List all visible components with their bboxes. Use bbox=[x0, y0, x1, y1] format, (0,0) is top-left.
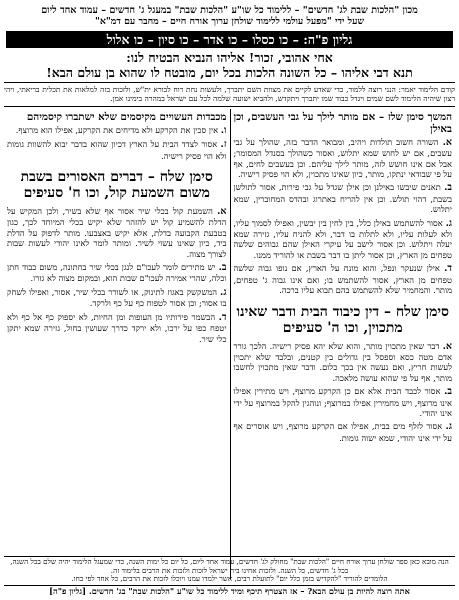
list-item bbox=[7, 206, 227, 259]
item-letter: ג. bbox=[445, 421, 452, 433]
item-text: השמעת קול בכלי שיר אסור אף שלא בשיר, ולכן המקיש על הדלת להשמיע קול יש להזהר שלא יקיש בכלי המיוחד לכך, כגון בטבעת הקבועה בדלת, אלא יקיש באצבעו. מותר לדפוק על הדלת ביד, כיון שאינו עשוי לשיר. ומותר לומר לאינו יהודי לעשות שבות לצורך מצוה. bbox=[7, 206, 227, 259]
list-item bbox=[234, 341, 453, 384]
footer bbox=[4, 556, 455, 596]
item-letter: ב. bbox=[444, 386, 453, 398]
item-letter: ו. bbox=[220, 124, 227, 136]
issue-bar: גליון פ"ה: – כו כסלו – כו אדר – כו סיון – כו אלול bbox=[6, 31, 453, 48]
list-item bbox=[234, 263, 453, 295]
list-item bbox=[7, 262, 227, 284]
quote-line-1: אחי אהובי, זכור! אליהו הנביא הבטיח לנו: bbox=[126, 50, 333, 65]
list-item bbox=[7, 125, 227, 136]
item-letter: א. bbox=[442, 340, 452, 352]
list-item bbox=[234, 182, 453, 214]
item-letter: ז. bbox=[220, 139, 227, 151]
item-letter: ד. bbox=[444, 263, 453, 275]
item-letter: ב. bbox=[218, 262, 227, 274]
left-chapter-title: סימן שלח – דברים האסורים בשבת משום השמעת קול, וכו ח' סעיפים bbox=[20, 169, 213, 202]
item-letter: א. bbox=[442, 136, 452, 148]
item-text: אסור לצדד הבית על הארץ דכיון שהוא בדבר יבוא להשוות גומות ולא הוי פסיק רישיה. bbox=[7, 139, 227, 161]
item-text: אסור להשתמש באילן כלל, בין לחין בין יבשין, ואפילו לסמוך עליו, ולא לעלות עליו, ולא לתלות בו דבר, ולא להניח עליו, גזירה שמא יעלה ויתלוש. וכן אסור לישב על עיקרי האילן שהם גבוהים שלשה טפחים מן הארץ, וכן אסור ליתן בו דבר בשבת או להוריד ממנו. bbox=[233, 217, 452, 260]
item-text: המשקשק באגוז לתינוק, או לשורר בכלי שיר, אסור, ואפילו לשחק בו אסור; וכן אסור לטפוח כף על כף ולרקד. bbox=[7, 286, 227, 309]
list-item bbox=[234, 137, 453, 180]
item-text: דבר שאין מתכוין מותר, והוא שלא יהא פסיק רישיה. הלכך גורר אדם מטה כסא וספסל בין גדולים בין קטנים, ובלבד שלא יתכוין לעשות חריץ, ואם נעשה אין בכך כלום. ודבר שאין מתכוין לחשבו מותר, אף על פי שהוא עושה מלאכה. bbox=[233, 340, 452, 383]
footer-line-2: הלומדים להוריד "להקדיש בזמן כלל יום" לתועלת רבים, אשר ילמדו עמנו ויוכלו לזכות את הרבים, כל אחד לפי כחו. bbox=[71, 574, 388, 584]
item-letter: ד. bbox=[218, 311, 227, 323]
item-letter: ג. bbox=[445, 217, 453, 229]
intro-paragraph: קודם הלימוד יאמר: הנני רוצה ללמוד, כדי שאדע לקיים את מצוות השם יתברך, ולעשות נחת רוח לבורא ית"ש, ולזכות בזה למלאות את תכלית בריאתי, ויהי רצון שיהיה הלימוד לשם שמים ויגדל כבוד שמו יתברך ויתקדש, ולהביא ישועה שלמה לכל עם ישראל במהרה בימינו אמן. bbox=[4, 85, 455, 107]
left-section-title: מכבדות העשויים מקיסמים שלא ישתברו קיסמיהם bbox=[26, 110, 227, 123]
footer-line-1: הנה מובא כאן ספר שולחן ערוך אורח חיים "הלכות שבת" מחולק לג' חדשים, עמוד אחד ליום, כל יום כל ימות השנה, כדי שמעגל הלימוד יהיה שלם בכל השנה, בכל ג' חדשים, כל השנה. ולזכות אחינו בית ישראל לזכות ולזכות את הרבים בלימוד זה. bbox=[10, 556, 449, 575]
footer-bar: אתה רוצה להיות בן עולם הבא? – אז הצטרף תיכף ומיד ללימוד כל שו"ע "הלכות שבת" בג' חדשים. [גליון פ"ה] bbox=[4, 585, 455, 596]
right-column bbox=[230, 109, 456, 579]
item-letter: א. bbox=[217, 206, 227, 218]
list-item bbox=[7, 287, 227, 309]
item-text: אילן שנעקר ונפל, והוא מונח על הארץ, אם נופו גבוה שלשה טפחים מן הארץ, אסור להשתמש בו; ואם אינו גבוה ג' טפחים, מותר. והמחמיר שלא להשתמש בהם תבוא עליו ברכה. bbox=[233, 263, 452, 296]
right-section-title: המשך סימן שלז – אם מותר לילך על גבי העשבים, וכן באילן bbox=[233, 110, 452, 135]
item-text: אסור לזלף מים בבית, אפילו אם הקרקע מרוצף, ויש אוסרים אף על ידי אינו יהודי, שמא ישוה גומות. bbox=[233, 421, 452, 443]
item-text: אין סכין את הקרקע ולא מדיחים את הקרקע, אפילו הוא מרוצף. bbox=[15, 124, 219, 135]
header-line-2: שעל ידי "מפעל עולמי ללימוד שולחן ערוך אורח חיים – מחבר עם דמ"א" bbox=[94, 16, 365, 27]
list-item bbox=[7, 139, 227, 161]
item-text: תאנים שיבשו באילנן וכן אילן שגדל על גבי פירות, אסור לתולשן בשבת, דהוי תולש. וכן אין להריח באתרוג ובהדס המחוברין, שמא יתלוש. bbox=[233, 182, 452, 215]
left-column bbox=[4, 109, 230, 579]
list-item bbox=[234, 386, 453, 418]
right-chapter-title: סימן שלח – דין כיבוד הבית ודבר שאינו מתכוין, וכו ה' סעיפים bbox=[236, 303, 450, 336]
item-text: הבשמר פירותיו מן העופות ומן החיות, לא יספוק כף אל כף ולא יטפח כפו על ירכו, ולא ירקד כדרך שעושין בחול, גזירה שמא יתקן כלי שיר. bbox=[7, 311, 227, 344]
columns bbox=[4, 109, 455, 579]
item-text: השורה חשוב תולדות ויהיב, ומבואר הדבר בזה, שהולך על גבי עשבים, אם יש לחוש שמא יתלוש, ואסור כשהולך בסנדל המסומר; אבל אם אינו חושש לזה, מותר לילך עליהם. וכן בעשבים לחים, אף על פי שבודאי ינתקו, מותר, כיון שאינו מתכוין, ולא הוי פסיק רישיה. bbox=[233, 136, 452, 180]
quote-line-2: תנא דבי אליהו – כל השונה הלכות בכל יום, מובטח לו שהוא בן עולם הבא! bbox=[4, 65, 455, 83]
header-line-1: מכון "הלכות שבת לג' חדשים" – ללימוד כל שו"ע "הלכות שבת" במעגל ג' חדשים – עמוד אחד ליום bbox=[41, 5, 418, 16]
item-text: יש מתירים לומר לעכו"ם לנגן בכלי שיר בחתונה, משום כבוד חתן וכלה, שהרי אמירה לעכו"ם שבות הוא, ובמקום מצוה לא גזרו. bbox=[7, 262, 227, 284]
list-item bbox=[234, 218, 453, 261]
list-item bbox=[7, 312, 227, 344]
list-item bbox=[234, 421, 453, 443]
item-text: אסור לכבד הבית אלא אם כן הקרקע מרוצף, ויש מתירין אפילו אינו מרוצף, ויש מחמירין אפילו במרוצף; ונוהגין להקל במרוצף על ידי אינו יהודי. bbox=[233, 386, 452, 418]
item-letter: ב. bbox=[444, 182, 452, 194]
item-letter: ג. bbox=[220, 286, 227, 298]
